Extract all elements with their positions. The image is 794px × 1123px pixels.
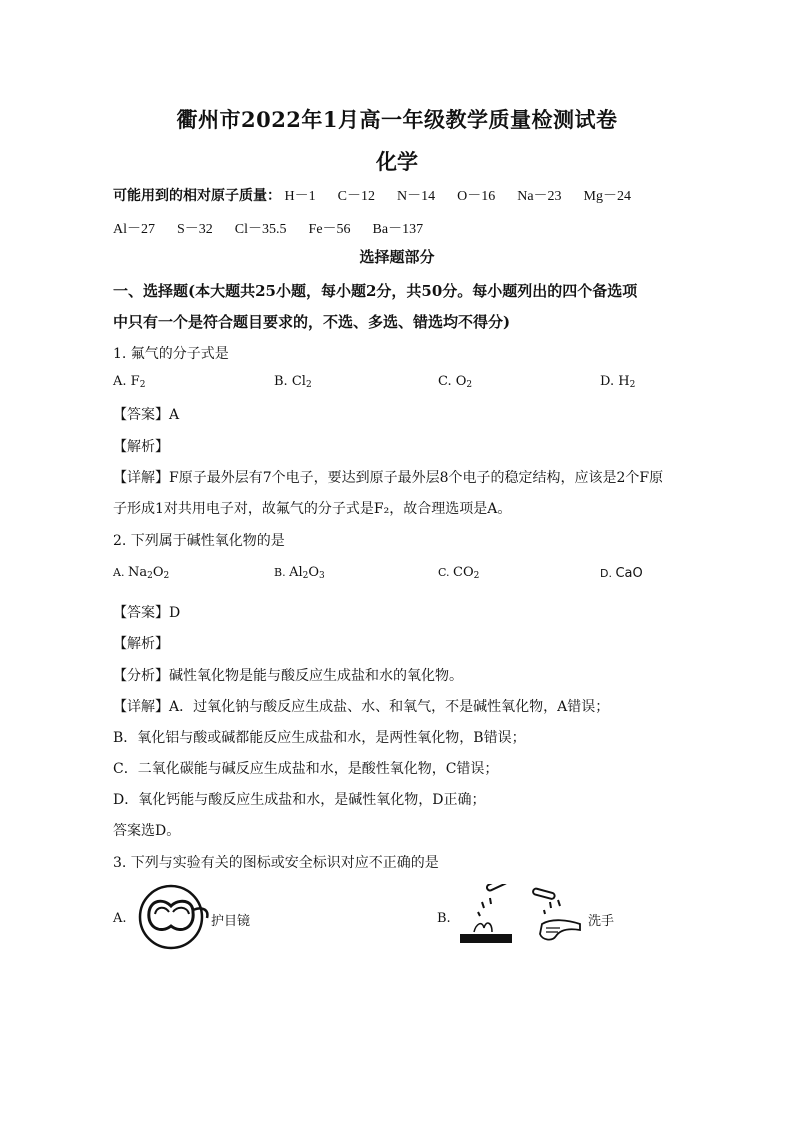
formula-sub: 2 [147, 571, 153, 581]
mass-item: Na－23 [517, 189, 562, 204]
q2-detail-b: B．氧化铝与酸或碱都能反应生成盐和水，是两性氧化物，B错误； [113, 730, 526, 746]
q2-answer: 【答案】D [113, 605, 181, 621]
goggles-icon [133, 884, 215, 950]
option-label: D. [600, 567, 616, 580]
formula: Na [127, 565, 148, 580]
formula-sub: 2 [466, 380, 473, 390]
q2-detail-a: 【详解】A．过氧化钠与酸反应生成盐、水、和氧气，不是碱性氧化物，A错误； [113, 699, 610, 715]
formula: O [152, 565, 164, 580]
formula-sub: 2 [473, 571, 480, 581]
mass-item: C－12 [337, 189, 375, 204]
atomic-masses-row-1 [113, 185, 653, 205]
formula-sub: 2 [139, 380, 146, 390]
q3-option-a-text: 护目镜 [211, 914, 251, 929]
formula-sub: 3 [319, 571, 325, 581]
mass-item: Mg－24 [583, 189, 631, 204]
q3-option-b-text: 洗手 [588, 914, 615, 929]
q3-option-a-label: A. [113, 911, 127, 926]
formula: CaO [615, 566, 643, 581]
formula: O [308, 565, 320, 580]
formula: F [130, 374, 140, 389]
q3-stem: 3. 下列与实验有关的图标或安全标识对应不正确的是 [113, 855, 439, 871]
atomic-masses-label: 可能用到的相对原子质量： [113, 188, 281, 204]
mass-item: O－16 [457, 189, 496, 204]
formula-sub: 2 [305, 380, 312, 390]
option-label: C. [438, 374, 456, 389]
option-label: B. [274, 374, 292, 389]
q2-detail-d: D．氧化钙能与酸反应生成盐和水，是碱性氧化物，D正确； [113, 792, 486, 808]
instructions-line-1: 一、选择题(本大题共25小题，每小题2分，共50分。每小题列出的四个备选项 [113, 282, 638, 300]
q1-detail-1: 【详解】F原子最外层有7个电子，要达到原子最外层8个电子的稳定结构，应该是2个F原 [113, 470, 664, 486]
q1-answer: 【答案】A [113, 407, 180, 423]
q1-option-b [274, 374, 312, 390]
subject-title: 化学 [376, 149, 418, 174]
mass-item: H－1 [284, 189, 316, 204]
section-heading: 选择题部分 [359, 248, 435, 266]
hand-washing-corrosive-icon [456, 884, 588, 946]
mass-list-1 [281, 189, 653, 204]
q2-option-a [113, 565, 169, 581]
mass-item: N－14 [396, 189, 436, 204]
atomic-masses-row-2 [113, 218, 445, 238]
formula-sub: 2 [302, 571, 309, 581]
exam-title: 衢州市2022年1月高一年级教学质量检测试卷 [176, 107, 618, 132]
instructions-line-2: 中只有一个是符合题目要求的，不选、多选、错选均不得分) [113, 313, 511, 331]
q1-option-a [113, 374, 145, 390]
option-label: C. [438, 566, 454, 579]
q1-detail-2: 子形成1对共用电子对，故氟气的分子式是F₂，故合理选项是A。 [113, 501, 512, 517]
q2-analysis: 【解析】 [113, 636, 169, 652]
q2-option-d [600, 566, 643, 581]
formula-sub: 2 [163, 571, 170, 581]
q2-option-b [274, 565, 325, 581]
q1-option-c [438, 374, 472, 390]
formula: O [455, 374, 467, 389]
formula: Al [289, 565, 303, 580]
q2-conclusion: 答案选D。 [113, 823, 181, 839]
q3-option-b-label: B. [437, 911, 451, 926]
q2-detail-c: C．二氧化碳能与碱反应生成盐和水，是酸性氧化物，C错误； [113, 761, 499, 777]
q2-stem: 2. 下列属于碱性氧化物的是 [113, 533, 285, 549]
formula: CO [453, 565, 474, 580]
formula: Cl [291, 374, 306, 389]
mass-item: Cl－35.5 [234, 222, 287, 237]
q2-option-c [438, 565, 479, 581]
q1-stem: 1. 氟气的分子式是 [113, 346, 229, 362]
q2-fenxi: 【分析】碱性氧化物是能与酸反应生成盐和水的氧化物。 [113, 668, 463, 684]
option-label: B. [274, 566, 290, 579]
formula-sub: 2 [629, 380, 636, 390]
mass-item: Ba－137 [372, 222, 424, 237]
option-label: A. [113, 566, 128, 579]
option-label: A. [113, 374, 131, 389]
q1-option-d [600, 374, 635, 390]
mass-item: Al－27 [113, 222, 155, 237]
option-label: D. [600, 374, 619, 389]
q1-analysis: 【解析】 [113, 439, 169, 455]
mass-item: Fe－56 [308, 222, 351, 237]
formula: H [618, 374, 630, 389]
mass-item: S－32 [177, 222, 213, 237]
